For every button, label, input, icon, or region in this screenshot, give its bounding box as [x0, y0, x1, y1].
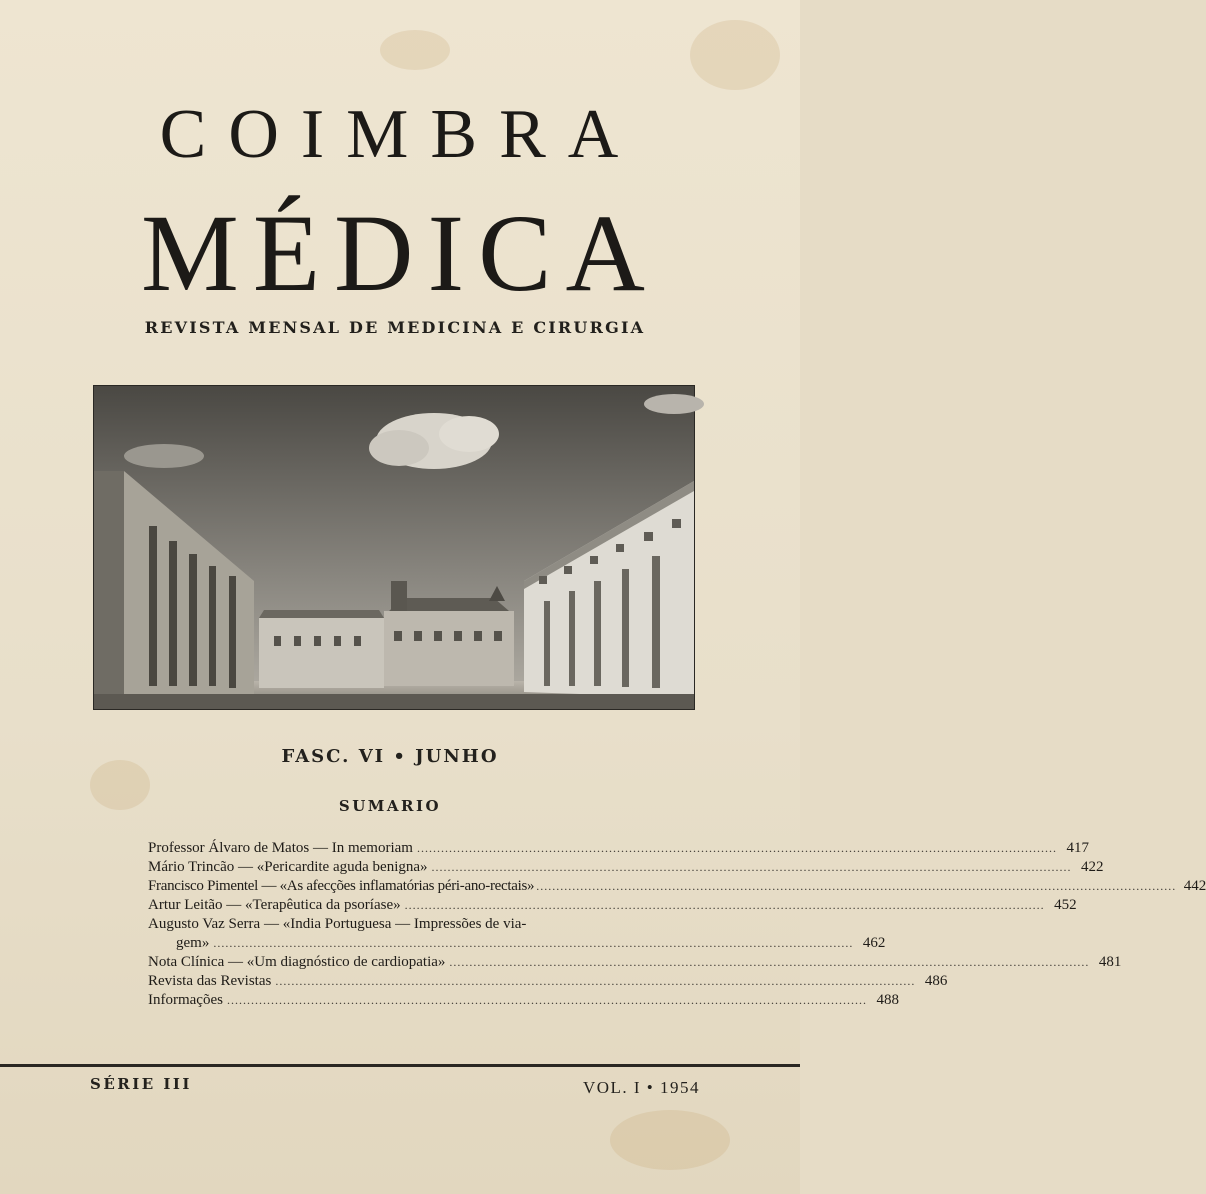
toc-entry-title: Augusto Vaz Serra — «India Portuguesa — Impressões de via- [148, 916, 527, 932]
toc-entry [148, 859, 1104, 878]
toc-entry-page: 452 [1054, 897, 1077, 913]
table-of-contents [148, 840, 1206, 1011]
paper-stain [380, 30, 450, 70]
toc-entry-page: 422 [1081, 859, 1104, 875]
toc-leader-dots [227, 993, 867, 1008]
toc-entry-page: 488 [876, 992, 899, 1008]
paper-stain [610, 1110, 730, 1170]
toc-entry [148, 992, 899, 1011]
issue-fascicle: FASC. VI • JUNHO [281, 746, 499, 767]
toc-entry-title: Artur Leitão — «Terapêutica da psoríase» [148, 897, 401, 913]
toc-entry-title: Francisco Pimentel — «As afecções inflamatórias péri-ano-rectais» [148, 878, 535, 894]
toc-entry [148, 973, 948, 992]
toc-leader-dots [432, 860, 1072, 875]
volume-year-label: VOL. I • 1954 [582, 1078, 700, 1097]
toc-entry-title: Nota Clínica — «Um diagnóstico de cardiopatia» [148, 954, 446, 970]
toc-entry-page: 442 [1183, 878, 1206, 894]
cover-photo-university-courtyard [93, 385, 695, 710]
footer-divider [0, 1064, 800, 1067]
masthead-title-medica: MÉDICA [141, 192, 659, 314]
toc-leader-dots [275, 974, 915, 989]
toc-entry-page: 417 [1066, 840, 1089, 856]
toc-leader-dots [405, 898, 1045, 913]
toc-leader-dots [417, 841, 1057, 856]
toc-entry-title: Revista das Revistas [148, 973, 272, 989]
toc-leader-dots [449, 955, 1089, 970]
toc-entry-title-continuation: gem» [176, 935, 210, 951]
toc-entry-page: 486 [924, 973, 948, 989]
toc-entry-title: Mário Trincão — «Pericardite aguda benigna» [148, 859, 428, 875]
toc-entry [148, 878, 1206, 897]
toc-leader-dots [213, 936, 853, 951]
toc-entry-page: 481 [1098, 954, 1122, 970]
masthead-title-coimbra: COIMBRA [159, 96, 641, 173]
toc-entry-page: 462 [862, 935, 886, 951]
toc-entry [148, 954, 1122, 973]
toc-entry [148, 916, 886, 954]
toc-entry-title: Informações [148, 992, 223, 1008]
contents-heading: SUMARIO [338, 797, 442, 815]
toc-entry-title: Professor Álvaro de Matos — In memoriam [148, 840, 413, 856]
series-label: SÉRIE III [90, 1075, 192, 1093]
toc-entry [148, 897, 1077, 916]
toc-entry [148, 840, 1089, 859]
toc-leader-dots [536, 879, 1176, 894]
paper-stain [690, 20, 780, 90]
masthead-subtitle: REVISTA MENSAL DE MEDICINA E CIRURGIA [144, 318, 646, 337]
